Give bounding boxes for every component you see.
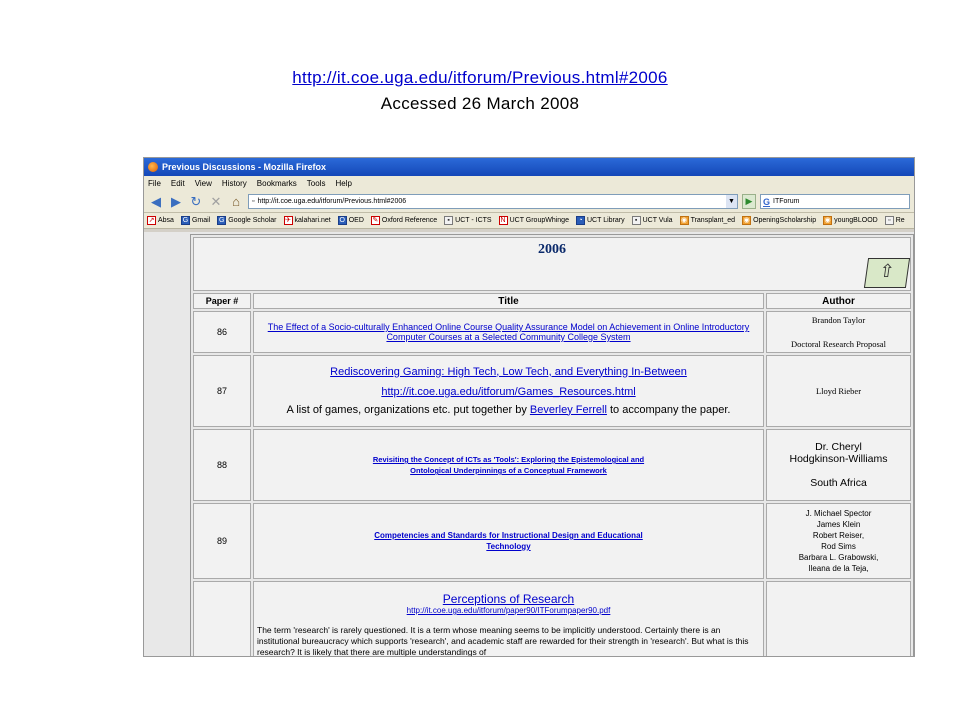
bookmark-youngblood[interactable]: ◉ youngBLOOD (824, 217, 878, 224)
bookmark-uct-vula[interactable]: ▪ UCT Vula (632, 216, 673, 225)
paper-pdf-link[interactable]: http://it.coe.uga.edu/itforum/paper90/ITForumpaper90.pdf (406, 606, 611, 615)
col-header-paper: Paper # (193, 293, 251, 309)
menu-bookmarks[interactable]: Bookmarks (256, 179, 297, 188)
home-icon[interactable]: ⌂ (232, 194, 240, 209)
kalahari-icon: ✈ (285, 217, 291, 224)
page-content (144, 232, 915, 657)
reload-icon[interactable]: ↻ (190, 193, 202, 209)
bookmark-re[interactable]: ▫ Re (885, 216, 905, 225)
bookmark-gmail[interactable]: G Gmail (182, 217, 211, 224)
forward-arrow-icon[interactable]: ▶ (171, 193, 181, 209)
back-to-top-icon[interactable] (864, 258, 910, 288)
author-name: J. Michael Spector (805, 509, 872, 518)
author-note: Doctoral Research Proposal (791, 339, 886, 349)
paper-description: A list of games, organizations etc. put together by Beverley Ferrell to accompany the paper. (286, 403, 731, 416)
address-text[interactable]: http://it.coe.uga.edu/itforum/Previous.html#2006 (257, 198, 407, 205)
page-favicon-icon: ▫ (252, 198, 255, 205)
bookmark-uct-groupwhinge[interactable]: N UCT GroupWhinge (500, 217, 569, 224)
search-text[interactable]: ITForum (773, 198, 800, 205)
previous-discussions-table (190, 234, 914, 657)
paper-title-link[interactable]: Perceptions of Research (442, 592, 575, 606)
col-header-title: Title (253, 293, 764, 309)
rss-icon: ◉ (743, 217, 750, 224)
table-row (193, 311, 911, 353)
author-name: Robert Reiser, (812, 531, 865, 540)
caption-url-link[interactable]: http://it.coe.uga.edu/itforum/Previous.html#2006 (292, 68, 668, 87)
paper-number: 86 (193, 311, 251, 353)
bookmarks-toolbar (144, 213, 914, 229)
menu-edit[interactable]: Edit (170, 179, 185, 188)
contributor-link[interactable]: Beverley Ferrell (529, 403, 607, 416)
col-header-author: Author (766, 293, 911, 309)
paper-title-link[interactable]: Revisiting the Concept of ICTs as 'Tools': Exploring the Epistemological and Ontological Underpinnings of a Conceptual Framework (372, 455, 645, 475)
paper-title-cell (253, 355, 764, 427)
window-title: Previous Discussions - Mozilla Firefox (162, 162, 327, 172)
author-name-line1: Dr. Cheryl (815, 441, 862, 453)
author-name: James Klein (816, 520, 861, 529)
author-name: Brandon Taylor (811, 315, 866, 325)
bookmark-kalahari[interactable]: ✈ kalahari.net (285, 217, 331, 224)
paper-title-link[interactable]: The Effect of a Socio-culturally Enhanced Online Course Quality Assurance Model on Achievement in Online Introductory Computer Courses at a Selected Community College System (267, 322, 750, 342)
menu-file[interactable]: File (148, 179, 161, 188)
paper-title-cell (253, 311, 764, 353)
uct-icon: ▪ (632, 216, 641, 225)
address-dropdown-icon[interactable]: ▼ (726, 195, 737, 208)
bookmark-google-scholar[interactable]: G Google Scholar (219, 217, 277, 224)
search-box[interactable] (760, 194, 910, 209)
paper-number (193, 581, 251, 657)
oxford-icon: ✎ (372, 217, 379, 224)
address-bar[interactable] (248, 194, 738, 209)
menu-history[interactable]: History (221, 179, 247, 188)
paper-number: 89 (193, 503, 251, 579)
author-name: Rod Sims (821, 542, 856, 551)
uct-icon: ▪ (444, 216, 453, 225)
author-cell (766, 503, 911, 579)
paper-title-link[interactable]: Competencies and Standards for Instructional Design and Educational Technology (374, 531, 643, 551)
oed-icon: O (339, 217, 345, 224)
n-icon: N (500, 217, 506, 224)
table-row (193, 503, 911, 579)
menu-help[interactable]: Help (335, 179, 352, 188)
author-cell (766, 355, 911, 427)
author-cell (766, 311, 911, 353)
rss-icon: ◉ (681, 217, 688, 224)
navigation-toolbar (144, 191, 914, 213)
author-cell (766, 429, 911, 501)
author-name-line2: Hodgkinson-Williams (789, 453, 888, 465)
bookmark-uct-icts[interactable]: ▪ UCT - ICTS (444, 216, 491, 225)
google-search-icon[interactable]: G (763, 196, 771, 207)
firefox-icon (148, 162, 158, 172)
caption-accessed-date: Accessed 26 March 2008 (380, 94, 580, 113)
absa-icon: ↗ (148, 217, 155, 224)
author-name: Ileana de la Teja, (808, 564, 869, 573)
author-name: Lloyd Rieber (815, 386, 862, 396)
paper-title-cell (253, 429, 764, 501)
back-arrow-icon[interactable]: ◀ (151, 193, 161, 209)
google-icon: G (219, 217, 225, 224)
rss-icon: ◉ (824, 217, 831, 224)
table-row (193, 581, 911, 657)
bookmark-absa[interactable]: ↗ Absa (148, 217, 174, 224)
google-icon: G (182, 217, 189, 224)
table-row (193, 355, 911, 427)
paper-title-link[interactable]: Rediscovering Gaming: High Tech, Low Tech, and Everything In-Between (330, 365, 687, 378)
bookmark-oed[interactable]: O OED (339, 217, 364, 224)
resource-url-link[interactable]: http://it.coe.uga.edu/itforum/Games_Resources.html (381, 385, 636, 398)
table-row (193, 429, 911, 501)
stop-icon[interactable]: ✕ (210, 193, 222, 209)
year-header-cell (193, 237, 911, 291)
go-button-icon[interactable]: ▶ (742, 194, 756, 209)
bookmark-oxford-reference[interactable]: ✎ Oxford Reference (372, 217, 438, 224)
page-icon: ▫ (885, 216, 894, 225)
paper-abstract: The term 'research' is rarely questioned. It is a term whose meaning seems to be implicitly understood. Certainly there is an institutional bureaucracy which supports 'research', and academic staff are rewarded for their strength in 'research'. But what is this research? It is likely that there are multiple understandings of (257, 625, 749, 657)
author-name: Barbara L. Grabowski, (798, 553, 879, 562)
paper-number: 87 (193, 355, 251, 427)
menubar (144, 176, 914, 191)
browser-screenshot (143, 157, 915, 657)
bookmark-openingscholarship[interactable]: ◉ OpeningScholarship (743, 217, 817, 224)
library-icon: ◔ (576, 216, 585, 225)
paper-number: 88 (193, 429, 251, 501)
menu-tools[interactable]: Tools (306, 179, 326, 188)
paper-title-cell (253, 581, 764, 657)
menu-view[interactable]: View (194, 179, 212, 188)
paper-title-cell (253, 503, 764, 579)
window-titlebar (144, 158, 914, 176)
author-cell (766, 581, 911, 657)
bookmark-transplant-ed[interactable]: ◉ Transplant_ed (681, 217, 736, 224)
bookmark-uct-library[interactable]: ◔ UCT Library (576, 216, 625, 225)
author-country: South Africa (810, 477, 867, 489)
year-heading: 2006 (538, 242, 566, 257)
